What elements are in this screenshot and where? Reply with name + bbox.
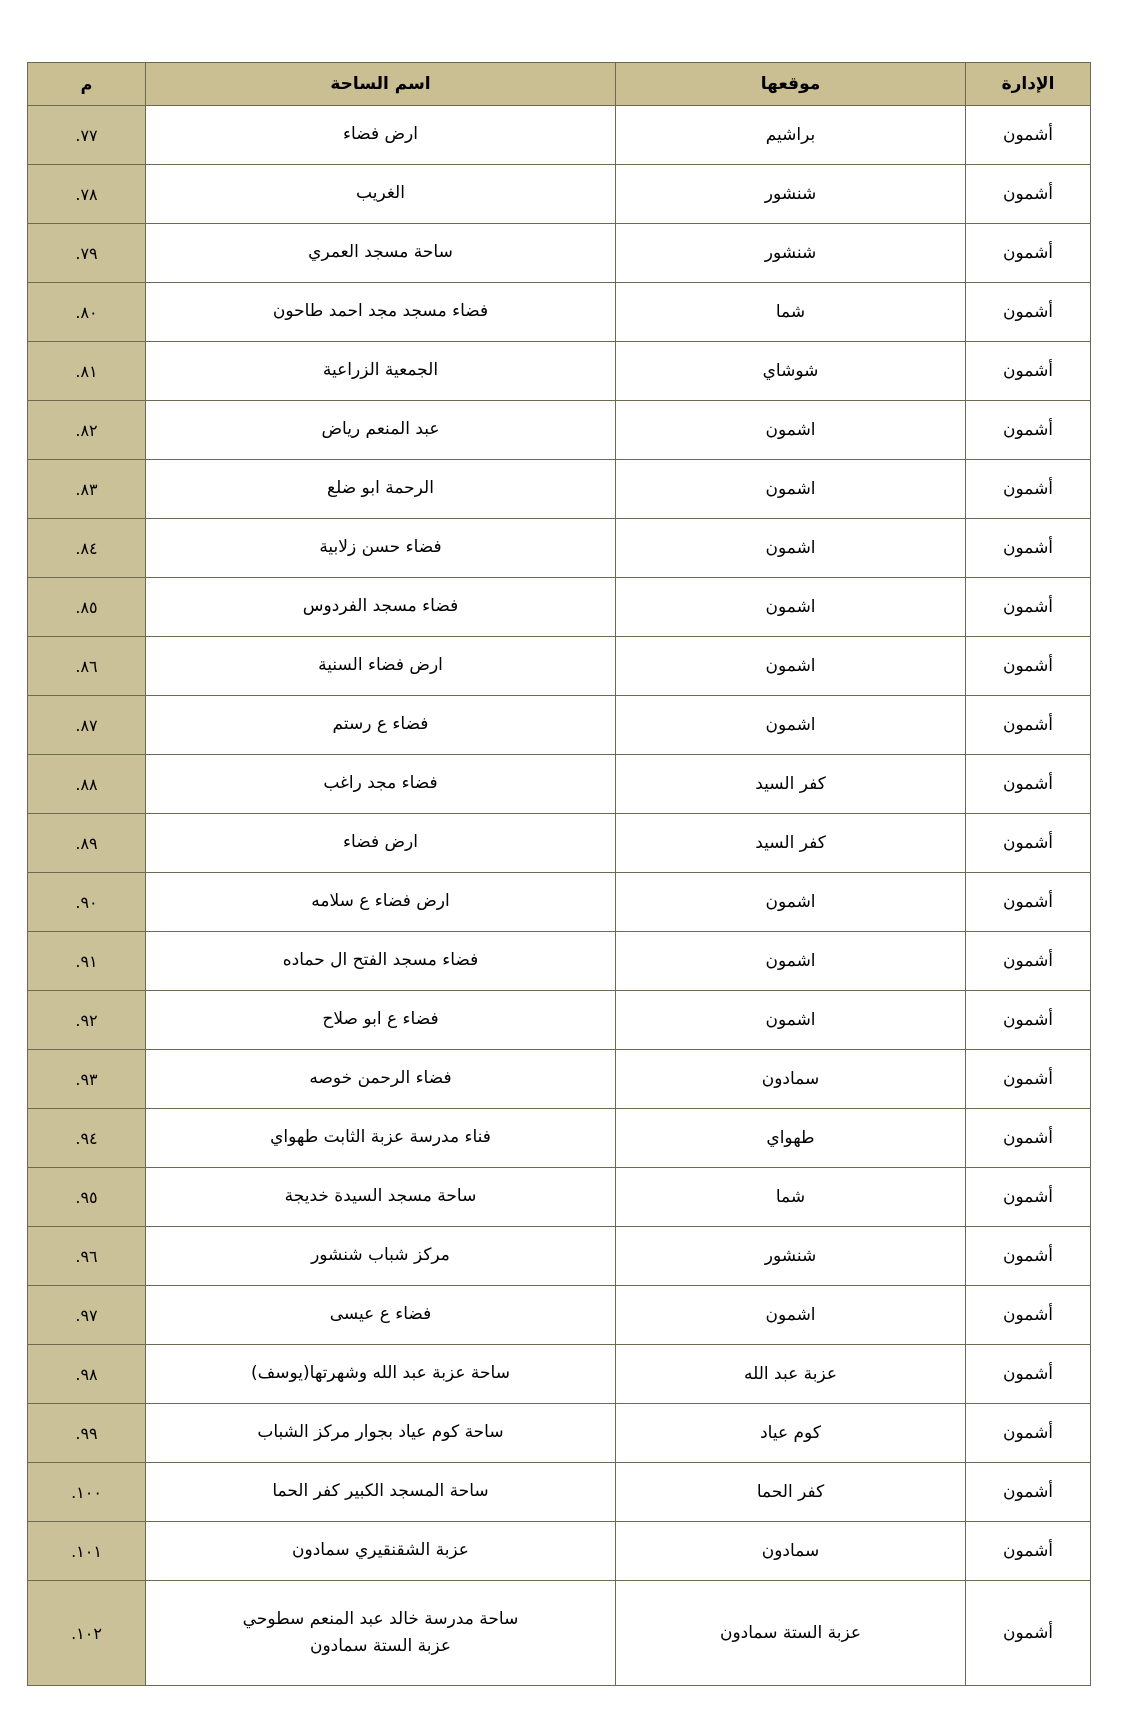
cell-admin: أشمون [966, 1286, 1091, 1345]
cell-location: براشيم [616, 106, 966, 165]
cell-index: ٨٧. [28, 696, 146, 755]
cell-index: ٩٥. [28, 1168, 146, 1227]
cell-location: شنشور [616, 165, 966, 224]
cell-location: كفر السيد [616, 755, 966, 814]
cell-admin: أشمون [966, 1109, 1091, 1168]
cell-admin: أشمون [966, 1345, 1091, 1404]
table-row [28, 1109, 1091, 1168]
cell-location: شنشور [616, 224, 966, 283]
table-row [28, 578, 1091, 637]
cell-location: سمادون [616, 1050, 966, 1109]
table-row [28, 637, 1091, 696]
cell-index: ٨٨. [28, 755, 146, 814]
cell-square-name: فضاء مسجد الفتح ال حماده [146, 932, 616, 991]
cell-square-name: فضاء حسن زلابية [146, 519, 616, 578]
cell-index: ٩٤. [28, 1109, 146, 1168]
cell-index: ٩٨. [28, 1345, 146, 1404]
table-row [28, 165, 1091, 224]
cell-index: ٨٦. [28, 637, 146, 696]
cell-admin: أشمون [966, 1404, 1091, 1463]
cell-location: اشمون [616, 932, 966, 991]
cell-location: اشمون [616, 578, 966, 637]
cell-admin: أشمون [966, 401, 1091, 460]
cell-admin: أشمون [966, 932, 1091, 991]
cell-admin: أشمون [966, 1522, 1091, 1581]
cell-location: كفر الحما [616, 1463, 966, 1522]
table-row [28, 1522, 1091, 1581]
cell-index: ٨٤. [28, 519, 146, 578]
cell-square-name: ارض فضاء ع سلامه [146, 873, 616, 932]
cell-admin: أشمون [966, 755, 1091, 814]
cell-square-name: فضاء ع ابو صلاح [146, 991, 616, 1050]
cell-index: ٩٣. [28, 1050, 146, 1109]
cell-square-name [146, 1581, 616, 1686]
table-row [28, 519, 1091, 578]
cell-index: ٩١. [28, 932, 146, 991]
cell-square-name: عبد المنعم رياض [146, 401, 616, 460]
cell-admin: أشمون [966, 873, 1091, 932]
column-header-name: اسم الساحة [146, 63, 616, 106]
cell-location: شما [616, 1168, 966, 1227]
cell-location: عزبة الستة سمادون [616, 1581, 966, 1686]
table-row [28, 224, 1091, 283]
cell-admin: أشمون [966, 283, 1091, 342]
column-header-admin: الإدارة [966, 63, 1091, 106]
cell-location: اشمون [616, 637, 966, 696]
cell-admin: أشمون [966, 1581, 1091, 1686]
table-row [28, 1168, 1091, 1227]
cell-square-name: ارض فضاء [146, 814, 616, 873]
cell-square-name: ساحة عزبة عبد الله وشهرتها(يوسف) [146, 1345, 616, 1404]
cell-index: ٨١. [28, 342, 146, 401]
cell-location: اشمون [616, 991, 966, 1050]
cell-index: ٩٠. [28, 873, 146, 932]
cell-location: كفر السيد [616, 814, 966, 873]
cell-index: ٧٩. [28, 224, 146, 283]
table-row [28, 1050, 1091, 1109]
column-header-location: موقعها [616, 63, 966, 106]
cell-index: ٧٨. [28, 165, 146, 224]
cell-admin: أشمون [966, 1050, 1091, 1109]
table-row [28, 873, 1091, 932]
cell-admin: أشمون [966, 1227, 1091, 1286]
table-header-row [28, 63, 1091, 106]
cell-square-name: الجمعية الزراعية [146, 342, 616, 401]
cell-index: ٩٧. [28, 1286, 146, 1345]
cell-index: ٩٢. [28, 991, 146, 1050]
cell-admin: أشمون [966, 991, 1091, 1050]
cell-square-name: الغريب [146, 165, 616, 224]
cell-square-name: عزبة الشقنقيري سمادون [146, 1522, 616, 1581]
table-row [28, 106, 1091, 165]
cell-index: ٨٠. [28, 283, 146, 342]
table-row [28, 283, 1091, 342]
cell-index: ٨٢. [28, 401, 146, 460]
table-row [28, 1463, 1091, 1522]
squares-table [27, 62, 1091, 1686]
cell-location: شما [616, 283, 966, 342]
cell-square-name: فضاء ع عيسى [146, 1286, 616, 1345]
cell-square-name: فضاء مسجد مجد احمد طاحون [146, 283, 616, 342]
cell-location: اشمون [616, 696, 966, 755]
cell-square-name: فضاء مجد راغب [146, 755, 616, 814]
cell-index: ١٠٢. [28, 1581, 146, 1686]
table-row [28, 342, 1091, 401]
cell-index: ٩٦. [28, 1227, 146, 1286]
table-body [28, 106, 1091, 1686]
cell-location: اشمون [616, 401, 966, 460]
table-row [28, 460, 1091, 519]
cell-index: ٨٩. [28, 814, 146, 873]
cell-admin: أشمون [966, 165, 1091, 224]
cell-admin: أشمون [966, 637, 1091, 696]
cell-index: ٨٣. [28, 460, 146, 519]
cell-square-name: فضاء مسجد الفردوس [146, 578, 616, 637]
cell-admin: أشمون [966, 1168, 1091, 1227]
cell-admin: أشمون [966, 224, 1091, 283]
cell-square-name-line: ساحة مدرسة خالد عبد المنعم سطوحي [242, 1608, 519, 1629]
column-header-index: م [28, 63, 146, 106]
table-row [28, 1345, 1091, 1404]
cell-admin: أشمون [966, 696, 1091, 755]
cell-admin: أشمون [966, 1463, 1091, 1522]
cell-location: اشمون [616, 460, 966, 519]
cell-location: سمادون [616, 1522, 966, 1581]
cell-location: كوم عياد [616, 1404, 966, 1463]
table-row [28, 1404, 1091, 1463]
cell-admin: أشمون [966, 814, 1091, 873]
cell-square-name: ساحة مسجد العمري [146, 224, 616, 283]
cell-index: ٩٩. [28, 1404, 146, 1463]
cell-admin: أشمون [966, 460, 1091, 519]
cell-index: ٨٥. [28, 578, 146, 637]
cell-admin: أشمون [966, 342, 1091, 401]
cell-square-name-line: عزبة الستة سمادون [309, 1636, 451, 1656]
cell-admin: أشمون [966, 519, 1091, 578]
table-row [28, 932, 1091, 991]
cell-square-name: ارض فضاء [146, 106, 616, 165]
cell-square-name: مركز شباب شنشور [146, 1227, 616, 1286]
cell-square-name: فناء مدرسة عزبة الثابت طهواي [146, 1109, 616, 1168]
cell-square-name: ارض فضاء السنية [146, 637, 616, 696]
cell-location: اشمون [616, 1286, 966, 1345]
cell-index: ١٠١. [28, 1522, 146, 1581]
table-row [28, 755, 1091, 814]
table-row [28, 814, 1091, 873]
cell-square-name: ساحة المسجد الكبير كفر الحما [146, 1463, 616, 1522]
table-head [28, 63, 1091, 106]
table-row [28, 1581, 1091, 1686]
table-row [28, 696, 1091, 755]
cell-location: اشمون [616, 519, 966, 578]
table-row [28, 401, 1091, 460]
cell-location: طهواي [616, 1109, 966, 1168]
cell-square-name: ساحة كوم عياد بجوار مركز الشباب [146, 1404, 616, 1463]
cell-square-name-lines [152, 1606, 609, 1660]
cell-index: ١٠٠. [28, 1463, 146, 1522]
cell-location: عزبة عبد الله [616, 1345, 966, 1404]
cell-location: اشمون [616, 873, 966, 932]
cell-admin: أشمون [966, 578, 1091, 637]
table-row [28, 1286, 1091, 1345]
table-row [28, 991, 1091, 1050]
cell-location: شوشاي [616, 342, 966, 401]
cell-square-name: الرحمة ابو ضلع [146, 460, 616, 519]
cell-square-name: فضاء الرحمن خوصه [146, 1050, 616, 1109]
cell-square-name: فضاء ع رستم [146, 696, 616, 755]
cell-index: ٧٧. [28, 106, 146, 165]
cell-location: شنشور [616, 1227, 966, 1286]
cell-admin: أشمون [966, 106, 1091, 165]
cell-square-name: ساحة مسجد السيدة خديجة [146, 1168, 616, 1227]
table-row [28, 1227, 1091, 1286]
